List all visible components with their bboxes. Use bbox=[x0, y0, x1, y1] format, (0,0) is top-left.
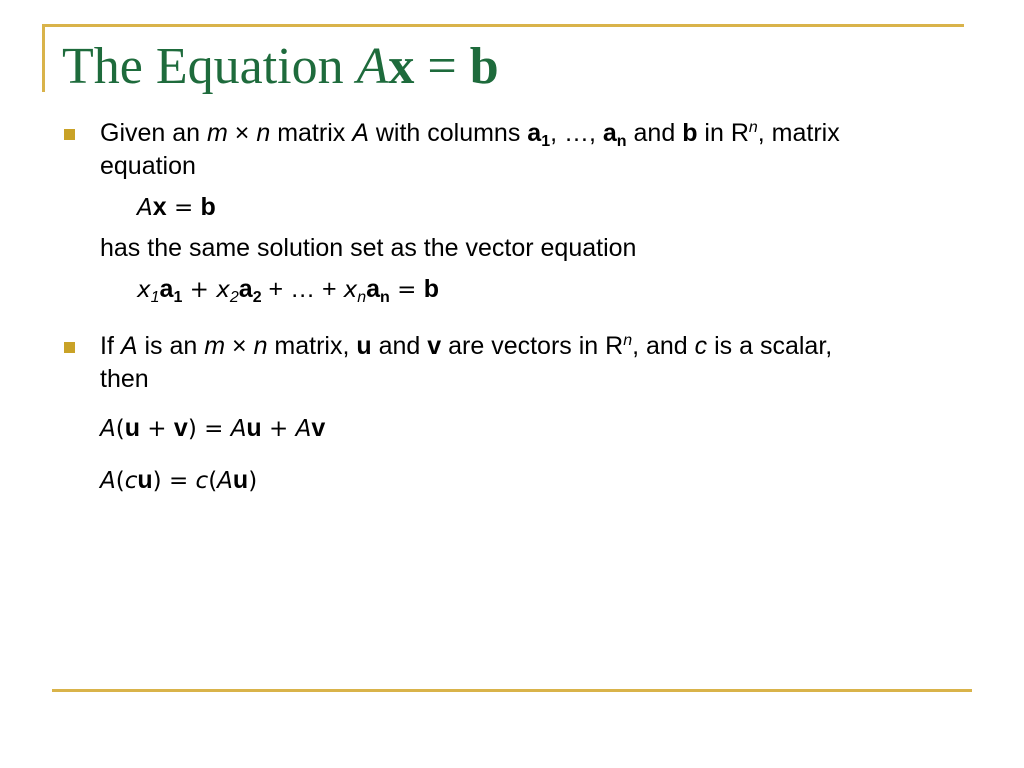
slide-title: The Equation Ax = b bbox=[62, 38, 499, 95]
vector-equation: $x_1a_1 + x_2a_2$ + … + $x_na_n = b$ bbox=[137, 275, 439, 306]
frame-left-rule bbox=[42, 24, 45, 92]
linearity-homogeneity: A(cu) = c(Au) bbox=[100, 466, 258, 494]
bullet-marker-1 bbox=[64, 129, 75, 140]
bullet-1-line-3: has the same solution set as the vector equation bbox=[100, 234, 637, 262]
linearity-additivity: A(u + v) = Au + Av bbox=[100, 414, 326, 442]
frame-top-rule bbox=[42, 24, 964, 27]
frame-bottom-rule bbox=[52, 689, 972, 692]
bullet-2-line-1: If A is an m × n matrix, u and v are vectors in $R^n$, and c is a scalar, bbox=[100, 332, 833, 360]
bullet-1-line-2: equation bbox=[100, 152, 196, 180]
equation-ax-b: Ax = b bbox=[137, 193, 216, 221]
bullet-marker-2 bbox=[64, 342, 75, 353]
bullet-2-line-2: then bbox=[100, 365, 149, 393]
bullet-1-line-1: Given an m × n matrix A with columns $a_1$, …, $a_n$ and b in $R^n$, matrix bbox=[100, 119, 840, 150]
